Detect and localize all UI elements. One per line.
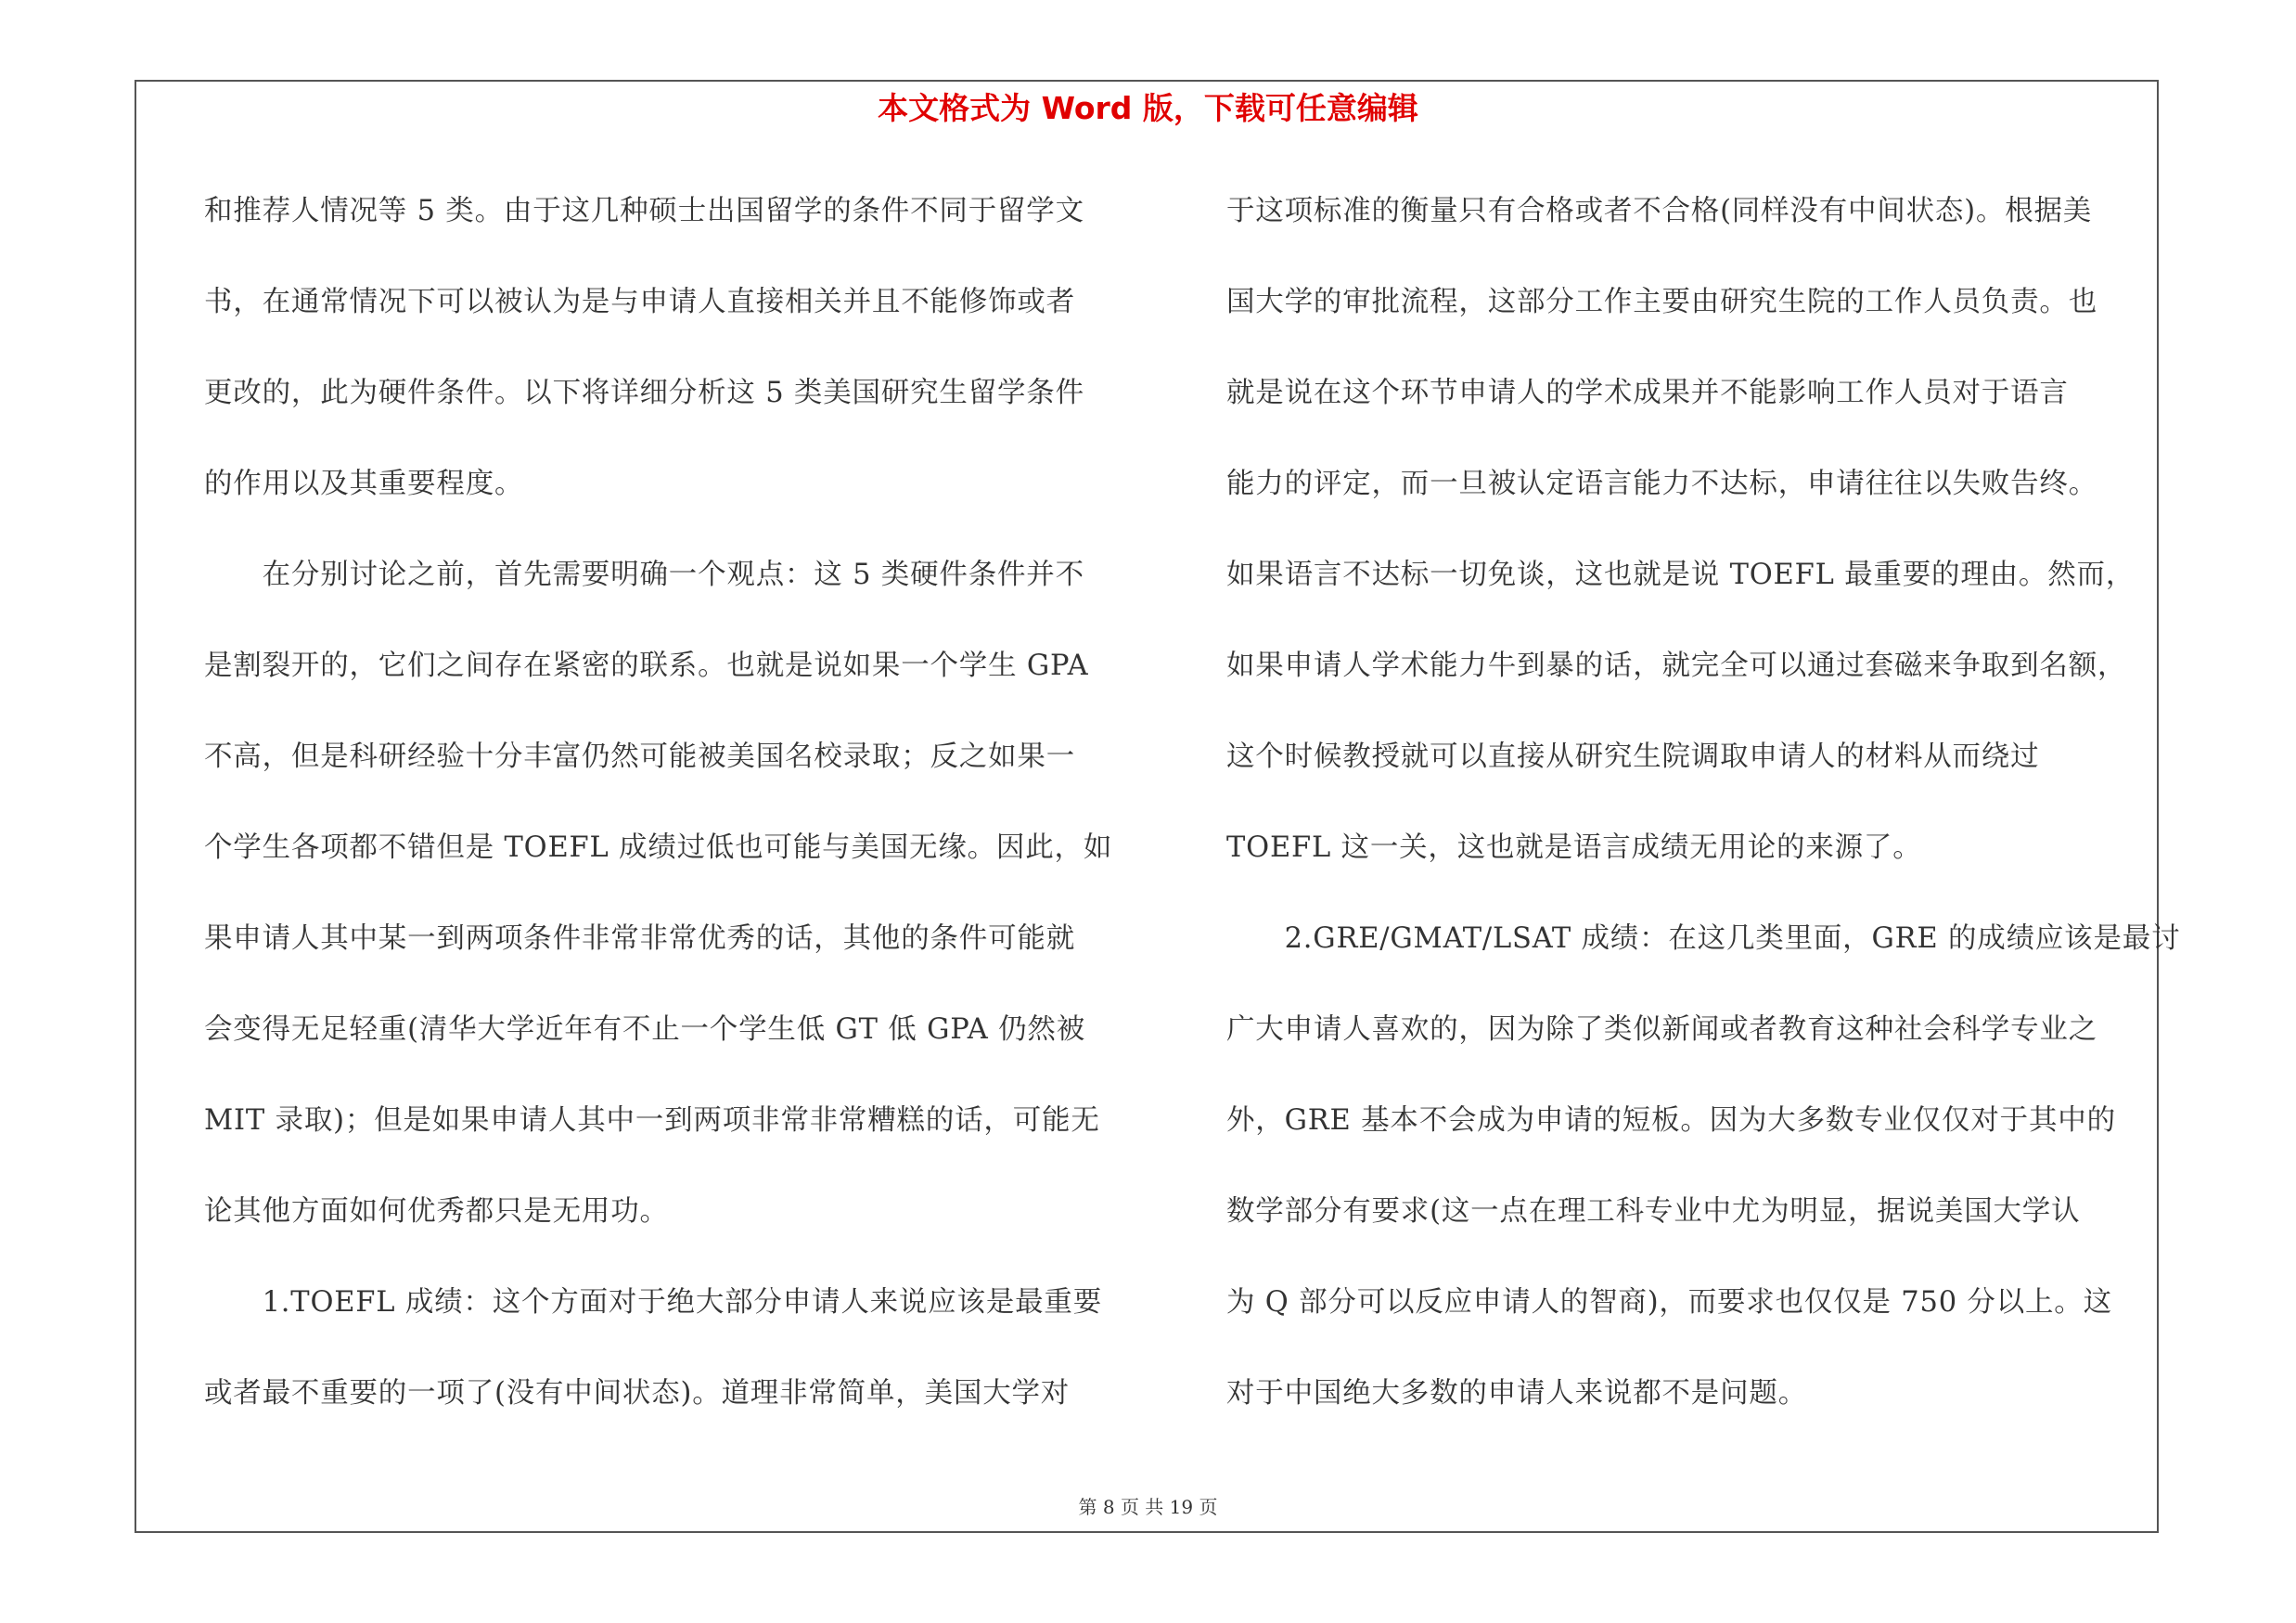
text-line: 是割裂开的，它们之间存在紧密的联系。也就是说如果一个学生 GPA [204, 650, 1089, 682]
text-line: 更改的，此为硬件条件。以下将详细分析这 5 类美国研究生留学条件 [204, 377, 1084, 409]
text-line: TOEFL 这一关，这也就是语言成绩无用论的来源了。 [1226, 831, 1922, 864]
text-line: 国大学的审批流程，这部分工作主要由研究生院的工作人员负责。也 [1226, 286, 2097, 318]
text-line: 果申请人其中某一到两项条件非常非常优秀的话，其他的条件可能就 [204, 922, 1075, 955]
page-number-footer: 第 8 页 共 19 页 [1078, 1496, 1218, 1518]
text-line: 数学部分有要求(这一点在理工科专业中尤为明显，据说美国大学认 [1226, 1195, 2081, 1228]
word-format-banner: 本文格式为 Word 版，下载可任意编辑 [878, 90, 1418, 126]
left-text-column [204, 186, 1132, 1459]
text-line: 会变得无足轻重(清华大学近年有不止一个学生低 GT 低 GPA 仍然被 [204, 1013, 1085, 1046]
text-line: 能力的评定，而一旦被认定语言能力不达标，申请往往以失败告终。 [1226, 468, 2097, 500]
text-line: 2.GRE/GMAT/LSAT 成绩：在这几类里面，GRE 的成绩应该是最讨 [1226, 922, 2181, 955]
text-line: 对于中国绝大多数的申请人来说都不是问题。 [1226, 1377, 1807, 1410]
text-line: MIT 录取)；但是如果申请人其中一到两项非常非常糟糕的话，可能无 [204, 1104, 1100, 1137]
text-line: 1.TOEFL 成绩：这个方面对于绝大部分申请人来说应该是最重要 [204, 1286, 1103, 1319]
right-text-column [1226, 186, 2181, 1459]
text-line: 和推荐人情况等 5 类。由于这几种硕士出国留学的条件不同于留学文 [204, 195, 1084, 227]
text-line: 如果语言不达标一切免谈，这也就是说 TOEFL 最重要的理由。然而， [1226, 559, 2136, 591]
text-line: 个学生各项都不错但是 TOEFL 成绩过低也可能与美国无缘。因此，如 [204, 831, 1113, 864]
text-line: 于这项标准的衡量只有合格或者不合格(同样没有中间状态)。根据美 [1226, 195, 2093, 227]
text-line: 论其他方面如何优秀都只是无用功。 [204, 1195, 669, 1228]
text-line: 的作用以及其重要程度。 [204, 468, 524, 500]
text-line: 书，在通常情况下可以被认为是与申请人直接相关并且不能修饰或者 [204, 286, 1075, 318]
text-line: 就是说在这个环节申请人的学术成果并不能影响工作人员对于语言 [1226, 377, 2069, 409]
text-line: 为 Q 部分可以反应申请人的智商)，而要求也仅仅是 750 分以上。这 [1226, 1286, 2112, 1319]
text-line: 外，GRE 基本不会成为申请的短板。因为大多数专业仅仅对于其中的 [1226, 1104, 2116, 1137]
text-line: 这个时候教授就可以直接从研究生院调取申请人的材料从而绕过 [1226, 741, 2040, 773]
text-line: 如果申请人学术能力牛到暴的话，就完全可以通过套磁来争取到名额， [1226, 650, 2127, 682]
text-line: 广大申请人喜欢的，因为除了类似新闻或者教育这种社会科学专业之 [1226, 1013, 2097, 1046]
text-line: 在分别讨论之前，首先需要明确一个观点：这 5 类硬件条件并不 [204, 559, 1084, 591]
text-line: 或者最不重要的一项了(没有中间状态)。道理非常简单，美国大学对 [204, 1377, 1071, 1410]
text-line: 不高，但是科研经验十分丰富仍然可能被美国名校录取；反之如果一 [204, 741, 1075, 773]
